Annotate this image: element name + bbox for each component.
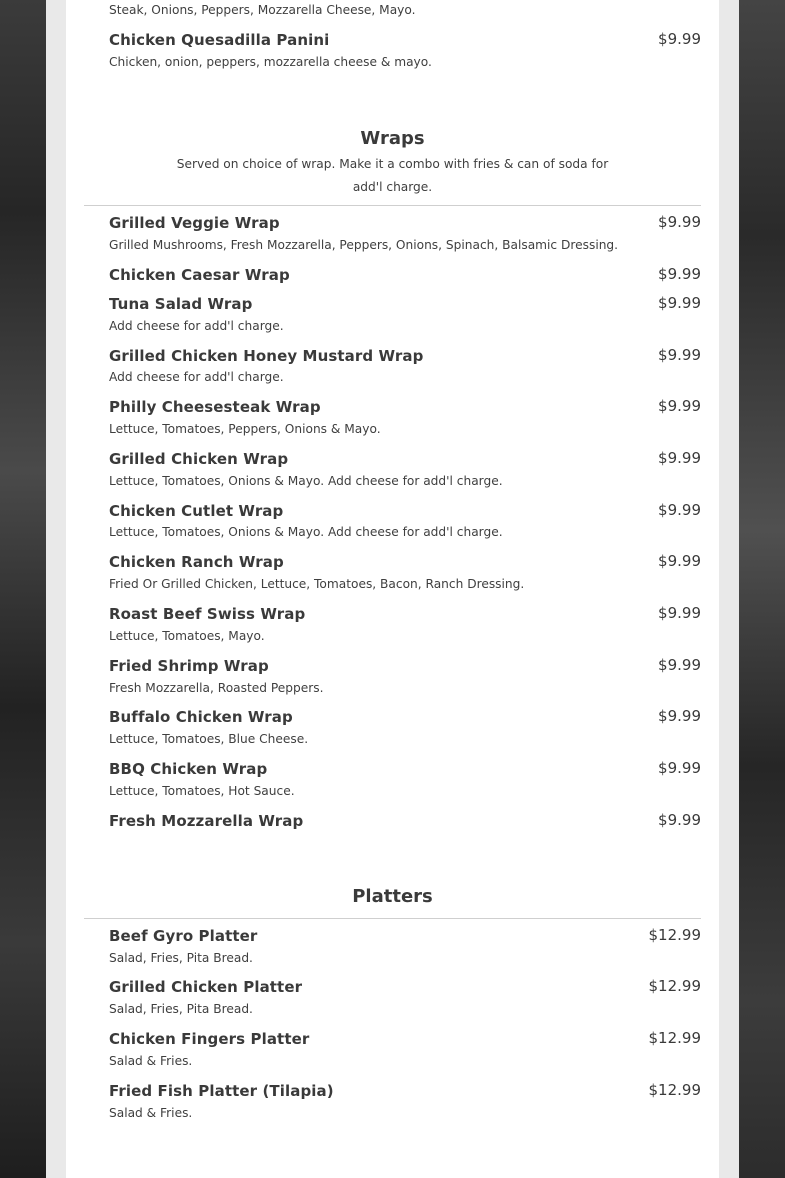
item-name: Fried Fish Platter (Tilapia): [109, 1082, 334, 1100]
item-description: Salad, Fries, Pita Bread.: [109, 951, 253, 965]
item-name: Grilled Chicken Wrap: [109, 450, 289, 468]
item-description: Grilled Mushrooms, Fresh Mozzarella, Peppers, Onions, Spinach, Balsamic Dressing.: [109, 238, 619, 252]
menu-item[interactable]: [109, 213, 701, 232]
item-name: Chicken Caesar Wrap: [109, 266, 290, 284]
item-name: Fresh Mozzarella Wrap: [109, 812, 304, 830]
item-description: Add cheese for add'l charge.: [109, 319, 284, 333]
item-description: Lettuce, Tomatoes, Mayo.: [109, 629, 265, 643]
item-name: Beef Gyro Platter: [109, 927, 258, 945]
menu-item[interactable]: [109, 707, 701, 726]
menu-item[interactable]: [109, 1081, 701, 1100]
menu-item[interactable]: [109, 30, 701, 49]
background-left-image: [0, 0, 46, 1178]
item-price: $9.99: [658, 656, 701, 674]
menu-item[interactable]: [109, 552, 701, 571]
menu-item[interactable]: [109, 346, 701, 365]
item-price: $9.99: [658, 30, 701, 48]
item-price: $9.99: [658, 213, 701, 231]
item-price: $9.99: [658, 294, 701, 312]
background-right-image: [739, 0, 785, 1178]
item-description: Add cheese for add'l charge.: [109, 370, 284, 384]
item-price: $9.99: [658, 346, 701, 364]
item-price: $9.99: [658, 265, 701, 283]
item-price: $12.99: [648, 926, 701, 944]
menu-item[interactable]: [109, 759, 701, 778]
item-name: BBQ Chicken Wrap: [109, 760, 268, 778]
item-price: $12.99: [648, 1081, 701, 1099]
item-description: Lettuce, Tomatoes, Hot Sauce.: [109, 784, 295, 798]
item-name: Grilled Chicken Honey Mustard Wrap: [109, 347, 424, 365]
item-price: $9.99: [658, 501, 701, 519]
menu-item[interactable]: [109, 656, 701, 675]
menu-item[interactable]: [109, 977, 701, 996]
menu-item[interactable]: [109, 294, 701, 313]
item-price: $9.99: [658, 552, 701, 570]
menu-item[interactable]: [109, 501, 701, 520]
item-price: $9.99: [658, 604, 701, 622]
item-name: Grilled Veggie Wrap: [109, 214, 280, 232]
menu-item[interactable]: [109, 397, 701, 416]
item-name: Chicken Fingers Platter: [109, 1030, 310, 1048]
item-price: $9.99: [658, 449, 701, 467]
item-price: $9.99: [658, 707, 701, 725]
item-name: Chicken Ranch Wrap: [109, 553, 284, 571]
section-title-wraps: Wraps: [360, 128, 425, 149]
item-price: $12.99: [648, 977, 701, 995]
item-price: $12.99: [648, 1029, 701, 1047]
section-title-platters: Platters: [352, 886, 433, 907]
item-price: $9.99: [658, 759, 701, 777]
section-divider: [84, 918, 701, 919]
item-description: Salad, Fries, Pita Bread.: [109, 1002, 253, 1016]
item-description: Lettuce, Tomatoes, Onions & Mayo. Add cheese for add'l charge.: [109, 474, 503, 488]
item-price: $9.99: [658, 811, 701, 829]
item-name: Roast Beef Swiss Wrap: [109, 605, 306, 623]
item-name: Chicken Cutlet Wrap: [109, 502, 284, 520]
item-name: Grilled Chicken Platter: [109, 978, 303, 996]
menu-item[interactable]: [109, 604, 701, 623]
item-price: $9.99: [658, 397, 701, 415]
section-divider: [84, 205, 701, 206]
menu-item[interactable]: [109, 265, 701, 284]
item-name: Buffalo Chicken Wrap: [109, 708, 293, 726]
item-name: Tuna Salad Wrap: [109, 295, 253, 313]
item-description: Fried Or Grilled Chicken, Lettuce, Tomatoes, Bacon, Ranch Dressing.: [109, 577, 525, 591]
item-description: Fresh Mozzarella, Roasted Peppers.: [109, 681, 324, 695]
item-description: Lettuce, Tomatoes, Onions & Mayo. Add cheese for add'l charge.: [109, 525, 503, 539]
item-description: Lettuce, Tomatoes, Blue Cheese.: [109, 732, 309, 746]
menu-item[interactable]: [109, 1029, 701, 1048]
item-description: Salad & Fries.: [109, 1054, 193, 1068]
item-name: Philly Cheesesteak Wrap: [109, 398, 321, 416]
item-description: Chicken, onion, peppers, mozzarella cheese & mayo.: [109, 55, 432, 69]
menu-item[interactable]: [109, 449, 701, 468]
menu-item[interactable]: [109, 811, 701, 830]
item-description: Salad & Fries.: [109, 1106, 193, 1120]
item-description: Lettuce, Tomatoes, Peppers, Onions & Mayo.: [109, 422, 381, 436]
item-name: Fried Shrimp Wrap: [109, 657, 269, 675]
item-description: Steak, Onions, Peppers, Mozzarella Cheese, Mayo.: [109, 3, 416, 17]
item-name: Chicken Quesadilla Panini: [109, 31, 330, 49]
menu-item[interactable]: [109, 926, 701, 945]
section-subtitle-wraps: Served on choice of wrap. Make it a combo with fries & can of soda for add'l charge.: [176, 157, 609, 194]
